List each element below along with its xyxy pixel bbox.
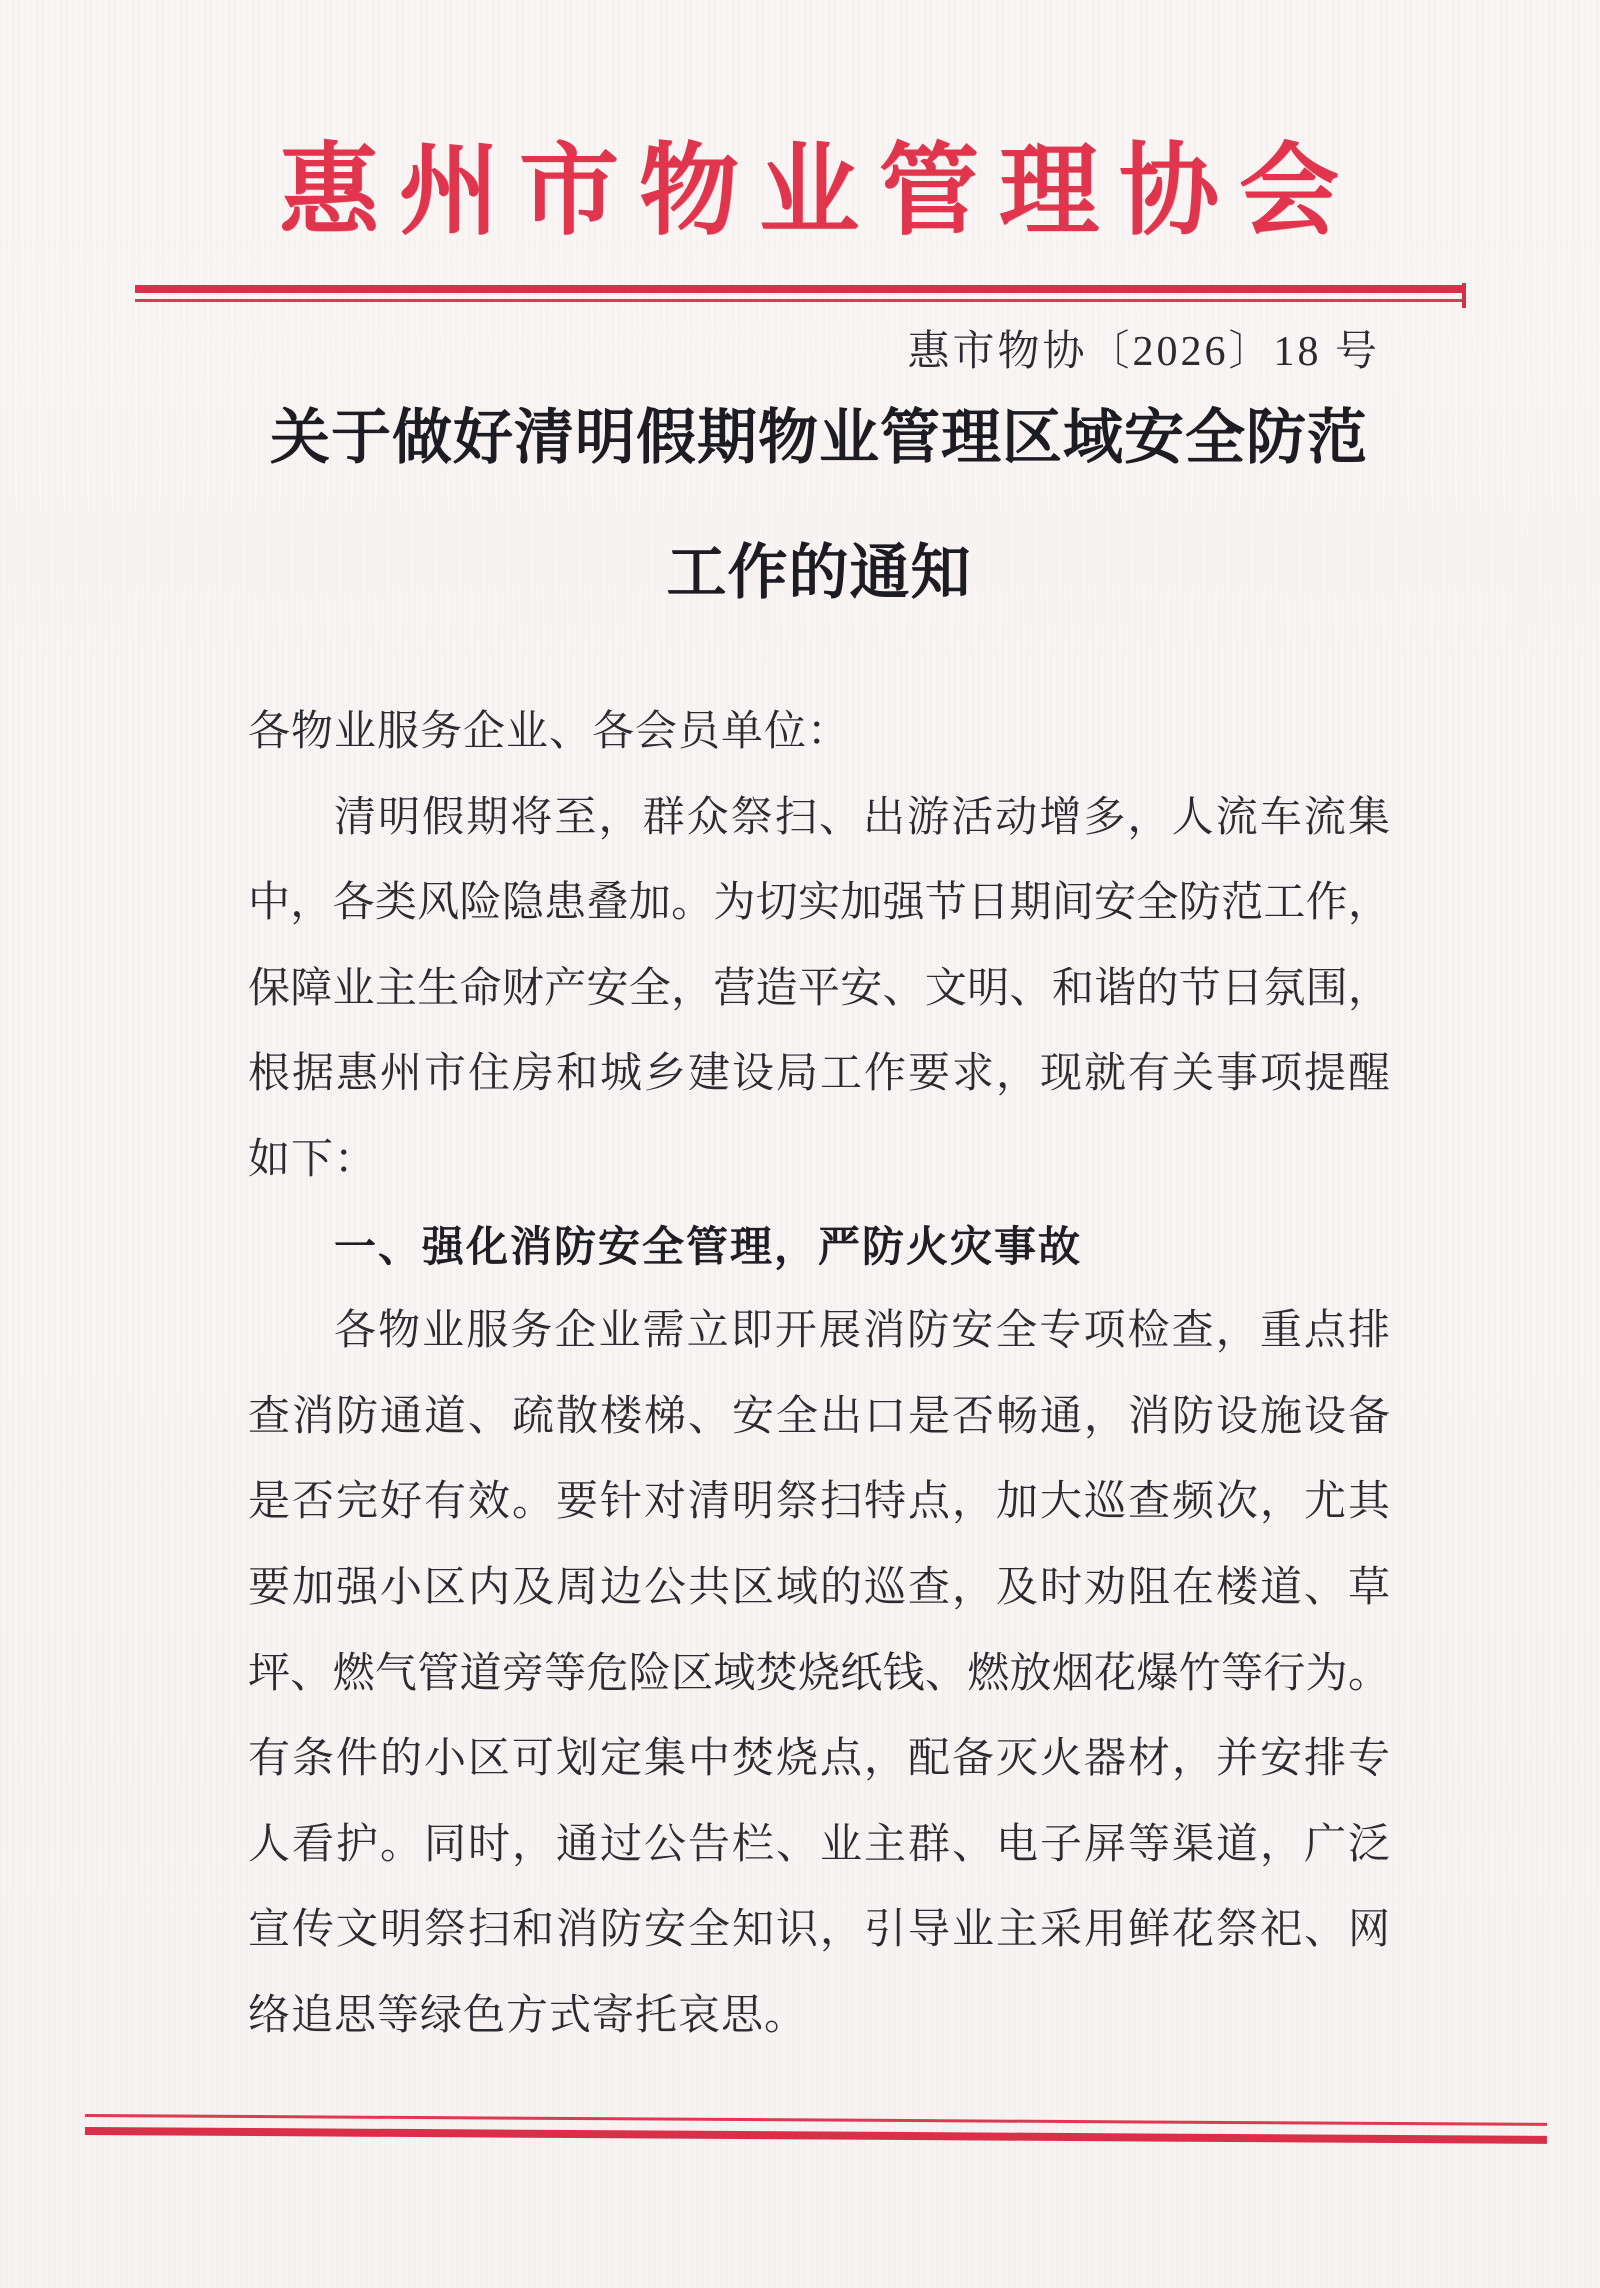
letterhead-org-name: 惠州市物业管理协会: [279, 136, 1359, 247]
body-line: 要加强小区内及周边公共区域的巡查，及时劝阻在楼道、草: [248, 1564, 1390, 1611]
body-line: 各物业服务企业需立即开展消防安全专项检查，重点排: [334, 1308, 1390, 1355]
section-1-heading: 一、强化消防安全管理，严防火灾事故: [334, 1222, 1083, 1270]
body-line: 有条件的小区可划定集中焚烧点，配备灭火器材，并安排专: [248, 1736, 1390, 1783]
body-line: 根据惠州市住房和城乡建设局工作要求，现就有关事项提醒: [248, 1051, 1390, 1098]
body-line: 清明假期将至，群众祭扫、出游活动增多，人流车流集: [334, 794, 1390, 841]
body-line: 坪、燃气管道旁等危险区域焚烧纸钱、燃放烟花爆竹等行为。: [248, 1650, 1390, 1697]
footer-rule: [85, 2112, 1547, 2145]
letterhead-rule-thin: [135, 299, 1465, 302]
body-line: 宣传文明祭扫和消防安全知识，引导业主采用鲜花祭祀、网: [248, 1907, 1390, 1954]
body-line: 络追思等绿色方式寄托哀思。: [248, 1992, 808, 2039]
footer-rule-thin: [85, 2114, 1547, 2126]
body-line: 查消防通道、疏散楼梯、安全出口是否畅通，消防设施设备: [248, 1393, 1390, 1440]
letterhead-rule-endcap: [1462, 283, 1466, 308]
document-title-line-2: 工作的通知: [666, 540, 972, 606]
body-line: 人看护。同时，通过公告栏、业主群、电子屏等渠道，广泛: [248, 1821, 1390, 1868]
document-title-line-1: 关于做好清明假期物业管理区域安全防范: [270, 405, 1368, 471]
document-body: [248, 690, 1390, 2060]
body-line: 如下：: [248, 1136, 378, 1183]
body-line: 是否完好有效。要针对清明祭扫特点，加大巡查频次，尤其: [248, 1479, 1390, 1526]
footer-rule-thick: [85, 2127, 1547, 2144]
letterhead-rule-thick: [135, 285, 1465, 293]
body-line: 保障业主生命财产安全，营造平安、文明、和谐的节日氛围，: [248, 965, 1390, 1012]
document-number: 惠市物协〔2026〕18 号: [907, 329, 1380, 375]
salutation-line: 各物业服务企业、各会员单位：: [248, 709, 851, 755]
body-line: 中，各类风险隐患叠加。为切实加强节日期间安全防范工作，: [248, 880, 1390, 927]
